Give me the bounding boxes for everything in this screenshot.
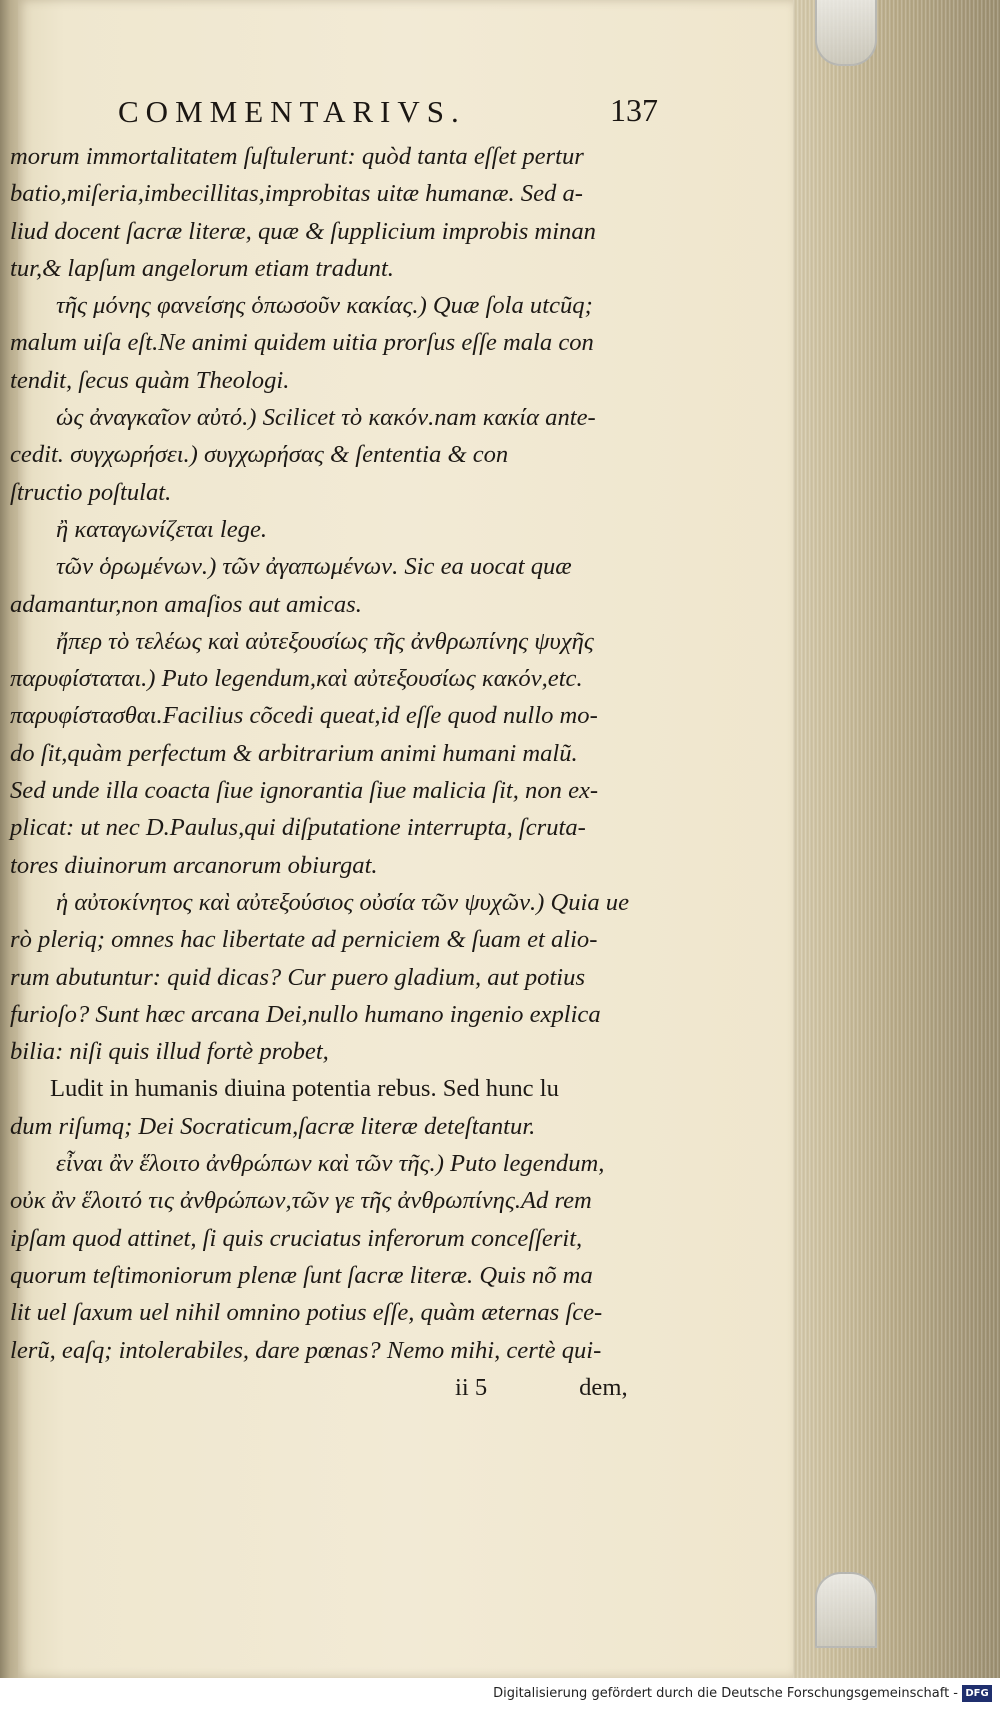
- text-line: τῆς μόνης φανείσης ὁπωσοῦν κακίας.) Quæ ſola utcũq;: [56, 292, 593, 320]
- text-line: ἢ καταγωνίζεται lege.: [56, 515, 268, 543]
- text-line: ſtructio poſtulat.: [10, 478, 172, 506]
- digitization-footer: [0, 1678, 1000, 1711]
- text-line: οὐκ ἂν ἕλοιτό τις ἀνθρώπων,τῶν γε τῆς ἀνθρωπίνης.Ad rem: [10, 1187, 592, 1215]
- signature-line: [10, 1369, 670, 1406]
- text-line: παρυφίσταται.) Puto legendum,καὶ αὐτεξουσίως κακόν,etc.: [10, 665, 583, 693]
- book-clip-bottom: [815, 1572, 877, 1648]
- text-line: dum riſumq; Dei Socraticum,ſacræ literæ deteſtantur.: [10, 1112, 536, 1140]
- dfg-logo: DFG: [962, 1685, 992, 1702]
- text-line: quorum teſtimoniorum plenæ ſunt ſacræ literæ. Quis nõ ma: [10, 1261, 593, 1289]
- text-line: morum immortalitatem ſuſtulerunt: quòd tanta eſſet pertur: [10, 143, 584, 170]
- text-line: rò pleriq; omnes hac libertate ad perniciem & ſuam et alio-: [10, 926, 598, 954]
- signature-mark: ii 5: [455, 1373, 488, 1401]
- text-line: tendit, ſecus quàm Theologi.: [10, 366, 290, 394]
- text-line: liud docent ſacræ literæ, quæ & ſupplicium improbis minan: [10, 217, 596, 245]
- text-line: do ſit,quàm perfectum & arbitrarium animi humani malũ.: [10, 739, 578, 767]
- text-line: furioſo? Sunt hæc arcana Dei,nullo humano ingenio explica: [10, 1000, 601, 1028]
- text-line: ἤπερ τὸ τελέως καὶ αὐτεξουσίως τῆς ἀνθρωπίνης ψυχῆς: [56, 627, 594, 655]
- text-line: cedit. συγχωρήσει.) συγχωρήσας & ſententia & con: [10, 441, 509, 469]
- text-line: plicat: ut nec D.Paulus,qui diſputatione interrupta, ſcruta-: [10, 814, 586, 842]
- text-line: ὡς ἀναγκαῖον αὐτό.) Scilicet τὸ κακόν.nam κακία ante-: [56, 404, 596, 432]
- text-line: Sed unde illa coacta ſiue ignorantia ſiue malicia ſit, non ex-: [10, 777, 599, 805]
- text-line: παρυφίστασθαι.Facilius cõcedi queat,id eſſe quod nullo mo-: [10, 702, 598, 730]
- text-line: εἶναι ἂν ἕλοιτο ἀνθρώπων καὶ τῶν τῆς.) Puto legendum,: [56, 1150, 605, 1178]
- text-line: batio,miſeria,imbecillitas,improbitas uitæ humanæ. Sed a-: [10, 180, 583, 208]
- page-stack-edge: [793, 0, 1000, 1678]
- text-line: lit uel ſaxum uel nihil omnino potius eſſe, quàm æternas ſce-: [10, 1299, 603, 1327]
- text-line: bilia: niſi quis illud fortè probet,: [10, 1038, 329, 1066]
- text-line: adamantur,non amaſios aut amicas.: [10, 590, 362, 618]
- text-line: rum abutuntur: quid dicas? Cur puero gladium, aut potius: [10, 963, 586, 991]
- catchword: dem,: [579, 1373, 628, 1401]
- text-line: τῶν ὁρωμένων.) τῶν ἀγαπωμένων. Sic ea uocat quæ: [56, 553, 572, 581]
- text-line: lerũ, eaſq; intolerabiles, dare pœnas? Nemo mihi, certè qui-: [10, 1336, 602, 1364]
- text-line: ipſam quod attinet, ſi quis cruciatus inferorum conceſſerit,: [10, 1224, 583, 1252]
- main-text: [10, 138, 670, 1406]
- text-line: ἡ αὐτοκίνητος καὶ αὐτεξούσιος οὐσία τῶν ψυχῶν.) Quia ue: [56, 888, 630, 916]
- funding-credit: Digitalisierung gefördert durch die Deutsche Forschungsgemeinschaft -: [493, 1686, 958, 1701]
- running-head: COMMENTARIVS.: [118, 94, 466, 129]
- text-line: malum uiſa eſt.Ne animi quidem uitia prorſus eſſe mala con: [10, 329, 594, 357]
- page-number: 137: [610, 92, 658, 128]
- book-clip-top: [815, 0, 877, 66]
- verse-line: Ludit in humanis diuina potentia rebus. Sed hunc lu: [50, 1075, 559, 1103]
- text-line: tores diuinorum arcanorum obiurgat.: [10, 851, 378, 879]
- text-line: tur,& lapſum angelorum etiam tradunt.: [10, 254, 394, 282]
